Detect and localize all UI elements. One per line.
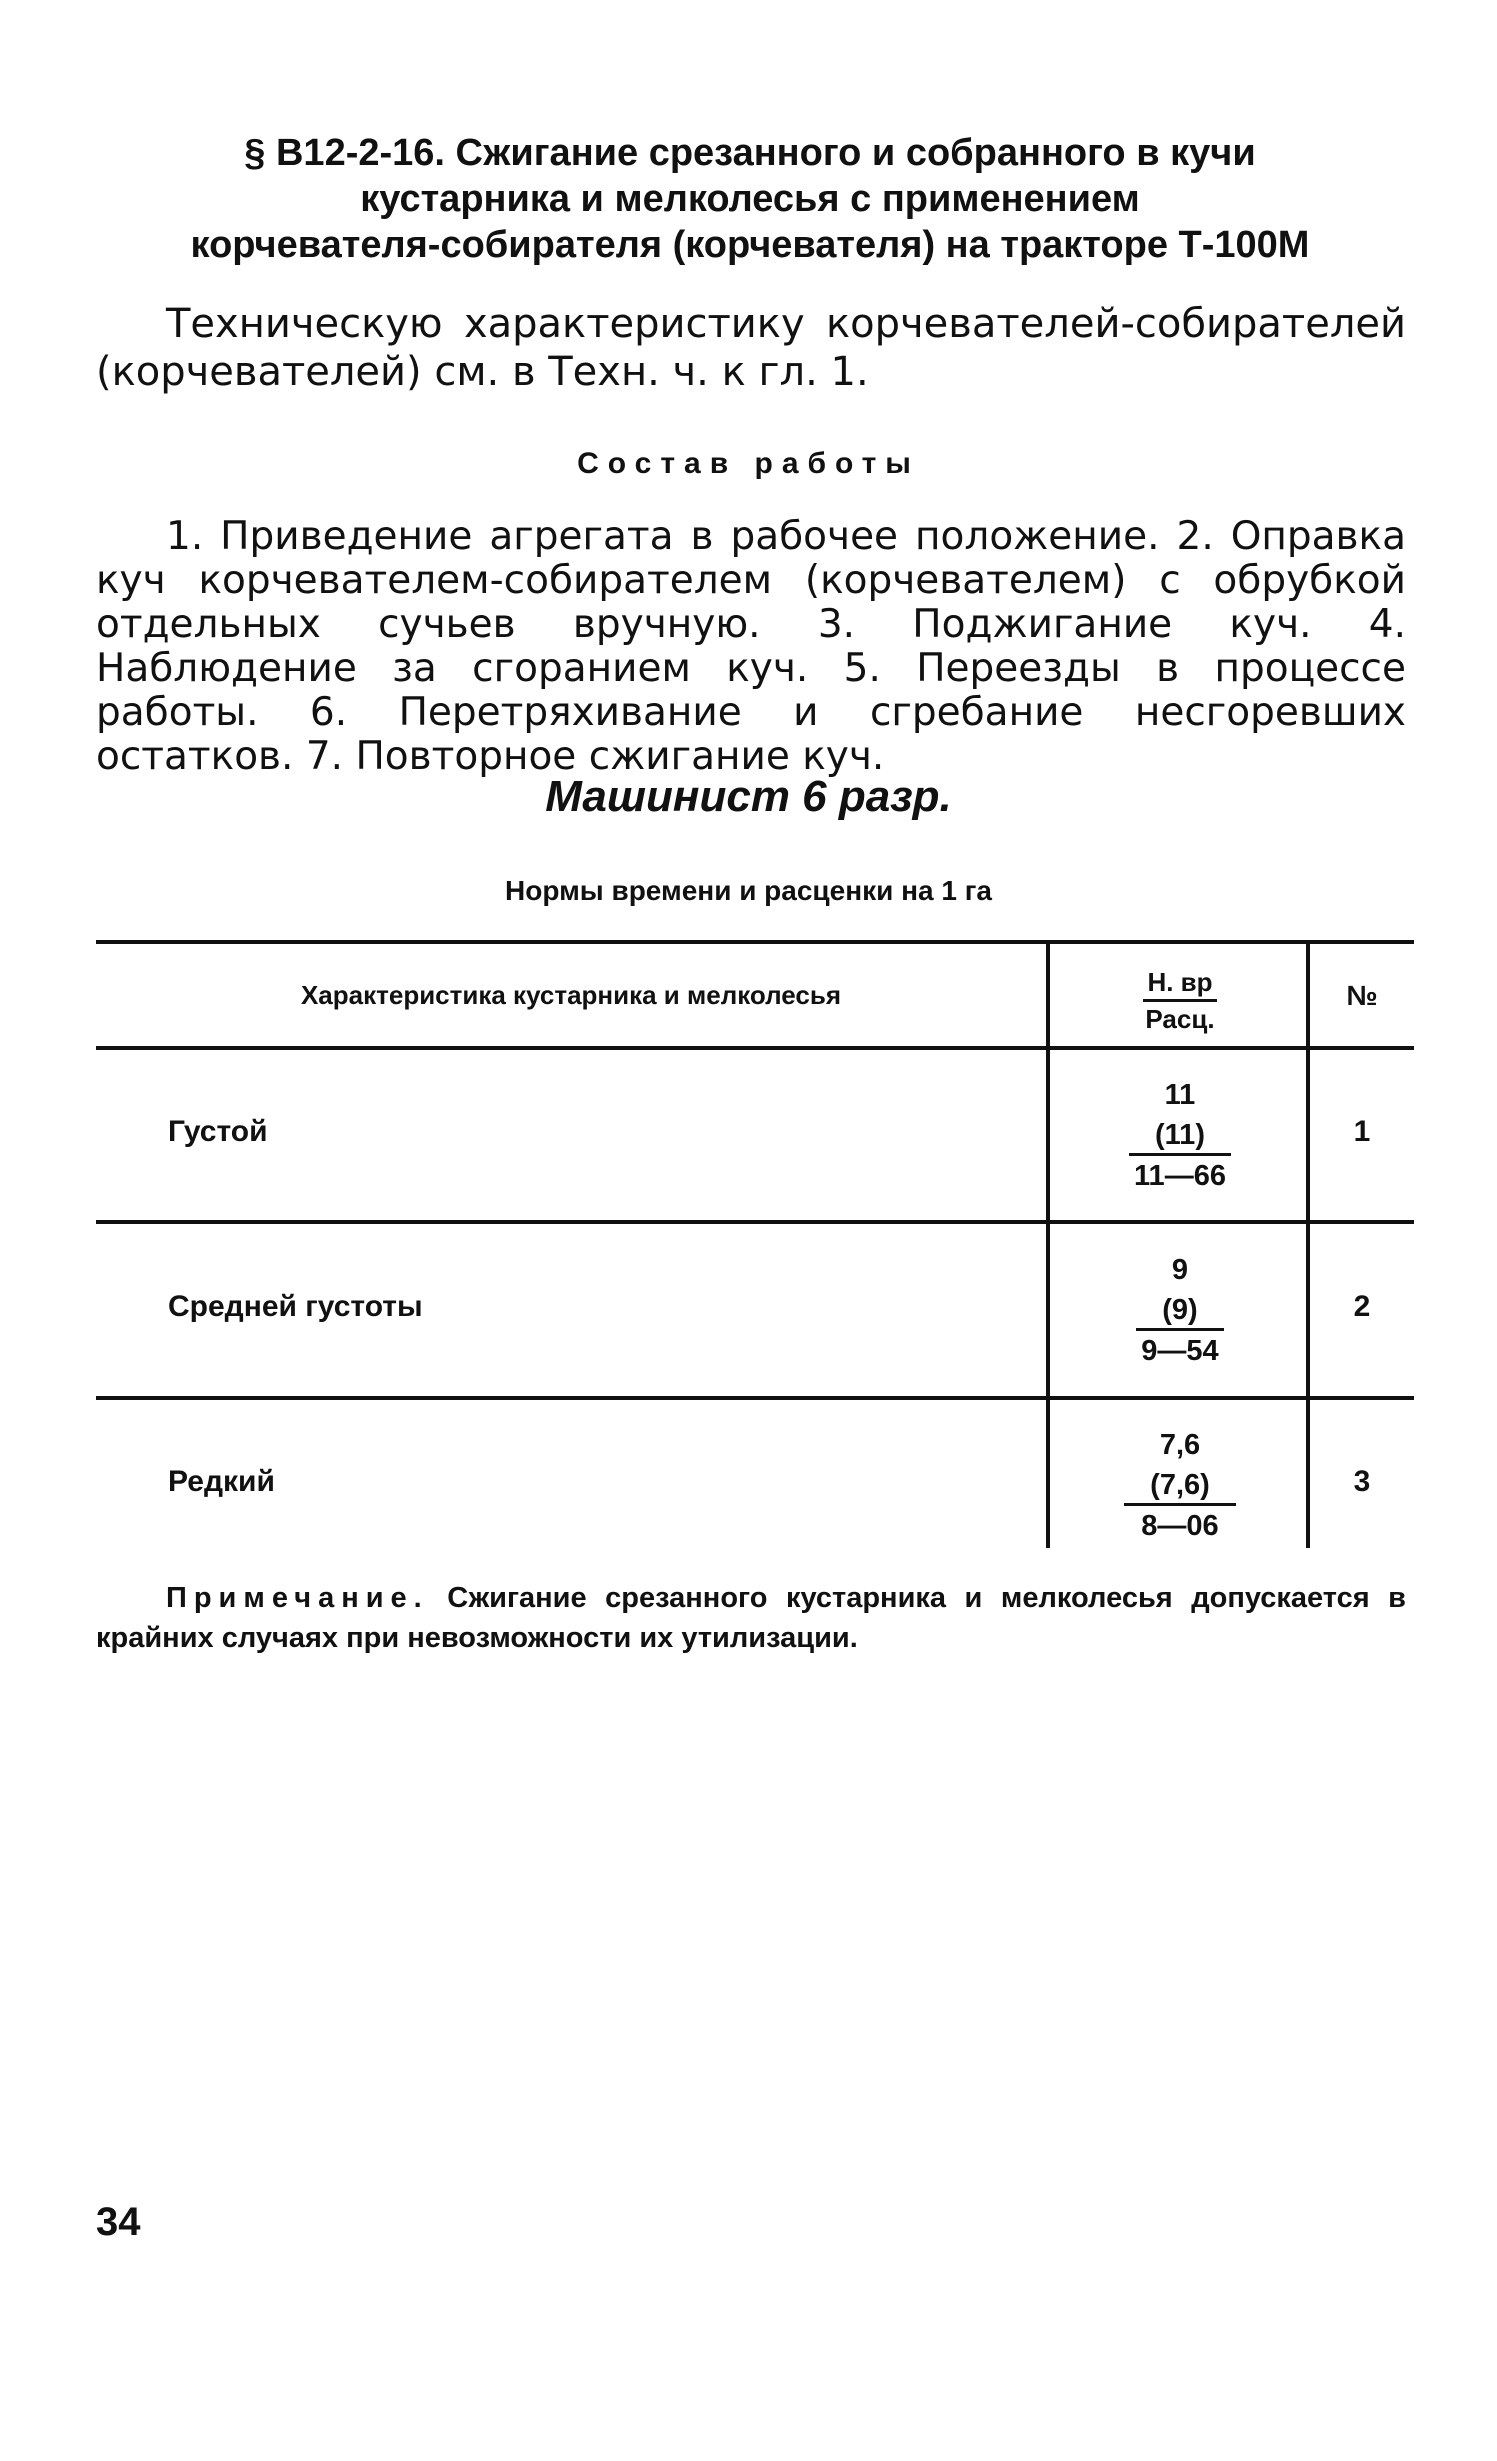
table-row-rule: [96, 1220, 1414, 1224]
column-header-number: №: [1346, 980, 1378, 1011]
table-row-number: 1: [1353, 1115, 1371, 1148]
norm-value: 9: [1171, 1254, 1189, 1286]
norm-value: 7,6: [1159, 1429, 1201, 1461]
table-row-number: 3: [1353, 1465, 1371, 1498]
norm-paren-value: (11): [1129, 1117, 1231, 1156]
norm-value: 11: [1164, 1079, 1196, 1111]
norm-paren-value: (9): [1136, 1292, 1223, 1331]
column-header-characteristic: Характеристика кустарника и мелколесья: [300, 980, 842, 1010]
intro-text: Техническую характеристику корчевателей-собирателей (корчевателей) см. в Техн. ч. к гл. 1.: [96, 301, 1406, 395]
page-number: 34: [96, 2200, 141, 2244]
column-header-rate: Расц.: [1145, 1004, 1215, 1034]
table-top-rule: [96, 940, 1414, 944]
column-header-norm: [1050, 965, 1310, 1036]
table-row-norm: [1050, 1425, 1310, 1546]
note-paragraph: [96, 1578, 1406, 1658]
rate-value: 11—66: [1134, 1160, 1226, 1192]
section-heading: [120, 130, 1380, 268]
heading-line-1: § В12-2-16. Сжигание срезанного и собранного в кучи: [244, 132, 1256, 174]
composition-paragraph: [96, 515, 1406, 779]
table-row-norm: [1050, 1075, 1310, 1196]
note-text: Сжигание срезанного кустарника и мелколесья допускается в крайних случаях при невозможности их утилизации.: [96, 1582, 1406, 1654]
rate-value: 9—54: [1141, 1335, 1219, 1367]
table-row-label: Густой: [168, 1115, 268, 1148]
composition-text: 1. Приведение агрегата в рабочее положение. 2. Оправка куч корчевателем-собирателем (корчевателем) с обрубкой отдельных сучьев вручную. 3. Поджигание куч. 4. Наблюдение за сгоранием куч. 5. Переезды в процессе работы. 6. Перетряхивание и сгребание несгоревших остатков. 7. Повторное сжигание куч.: [96, 514, 1406, 779]
worker-title: Машинист 6 разр.: [545, 772, 952, 821]
heading-line-3: корчевателя-собирателя (корчевателя) на тракторе Т-100М: [190, 224, 1310, 266]
table-row-label: Редкий: [168, 1465, 275, 1498]
intro-paragraph: [96, 300, 1406, 396]
table-title: Нормы времени и расценки на 1 га: [505, 875, 992, 906]
rate-value: 8—06: [1141, 1510, 1219, 1542]
heading-line-2: кустарника и мелколесья с применением: [360, 178, 1140, 220]
table-row-number: 2: [1353, 1290, 1371, 1323]
column-header-norm-time: Н. вр: [1143, 965, 1216, 1002]
composition-title: Состав работы: [577, 447, 920, 480]
table-header-rule: [96, 1046, 1414, 1050]
table-row-rule: [96, 1396, 1414, 1400]
norm-paren-value: (7,6): [1124, 1467, 1236, 1506]
table-row-norm: [1050, 1250, 1310, 1371]
table-row-label: Средней густоты: [168, 1290, 423, 1323]
note-label: Примечание.: [166, 1582, 429, 1614]
